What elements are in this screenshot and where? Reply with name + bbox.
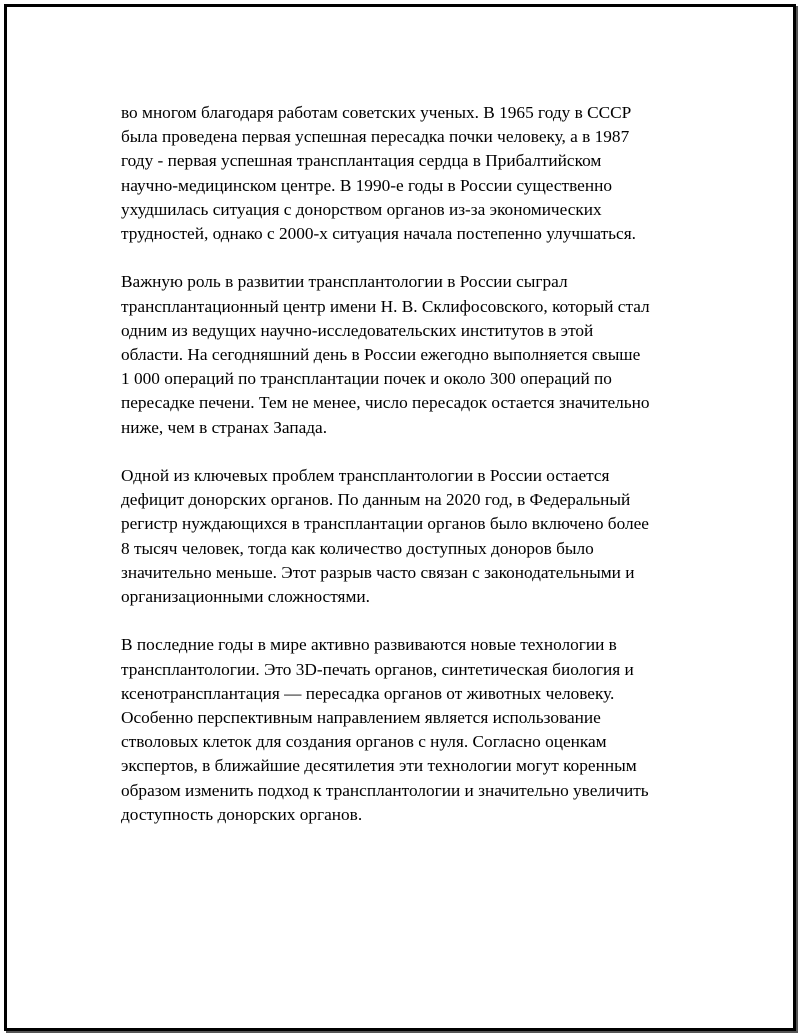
document-page	[4, 4, 796, 1031]
text-line: области. На сегодняшний день в России ежегодно выполняется свыше	[121, 345, 641, 365]
text-line: дефицит донорских органов. По данным на 2020 год, в Федеральный	[121, 490, 631, 510]
text-line: научно-медицинском центре. В 1990-е годы в России существенно	[121, 175, 612, 195]
text-line: В последние годы в мире активно развиваются новые технологии в	[121, 635, 617, 655]
text-line: одним из ведущих научно-исследовательских институтов в этой	[121, 320, 594, 340]
text-line: экспертов, в ближайшие десятилетия эти технологии могут коренным	[121, 756, 637, 776]
text-line: Важную роль в развитии трансплантологии в России сыграл	[121, 272, 568, 292]
text-line: доступность донорских органов.	[121, 804, 363, 824]
text-line: Особенно перспективным направлением является использование	[121, 708, 601, 728]
text-line: трудностей, однако с 2000-х ситуация начала постепенно улучшаться.	[121, 224, 636, 244]
text-line: трансплантационный центр имени Н. В. Склифосовского, который стал	[121, 296, 650, 316]
document-body	[121, 101, 711, 851]
text-line: 8 тысяч человек, тогда как количество доступных доноров было	[121, 538, 594, 558]
paragraph-1	[121, 101, 711, 246]
text-line: году - первая успешная трансплантация сердца в Прибалтийском	[121, 151, 602, 171]
paragraph-2	[121, 270, 711, 439]
text-line: Одной из ключевых проблем трансплантологии в России остается	[121, 466, 610, 486]
text-line: 1 000 операций по трансплантации почек и около 300 операций по	[121, 369, 612, 389]
text-line: ухудшилась ситуация с донорством органов из-за экономических	[121, 199, 602, 219]
paragraph-4	[121, 633, 711, 827]
text-line: значительно меньше. Этот разрыв часто связан с законодательными и	[121, 562, 635, 582]
text-line: организационными сложностями.	[121, 587, 370, 607]
text-line: стволовых клеток для создания органов с нуля. Согласно оценкам	[121, 732, 607, 752]
paragraph-3	[121, 464, 711, 609]
text-line: трансплантологии. Это 3D-печать органов, синтетическая биология и	[121, 659, 634, 679]
text-line: регистр нуждающихся в трансплантации органов было включено более	[121, 514, 649, 534]
text-line: пересадке печени. Тем не менее, число пересадок остается значительно	[121, 393, 650, 413]
text-line: была проведена первая успешная пересадка почки человеку, а в 1987	[121, 127, 630, 147]
text-line: ксенотрансплантация — пересадка органов от животных человеку.	[121, 683, 615, 703]
text-line: во многом благодаря работам советских ученых. В 1965 году в СССР	[121, 103, 632, 122]
text-line: образом изменить подход к трансплантологии и значительно увеличить	[121, 780, 649, 800]
text-line: ниже, чем в странах Запада.	[121, 417, 328, 437]
